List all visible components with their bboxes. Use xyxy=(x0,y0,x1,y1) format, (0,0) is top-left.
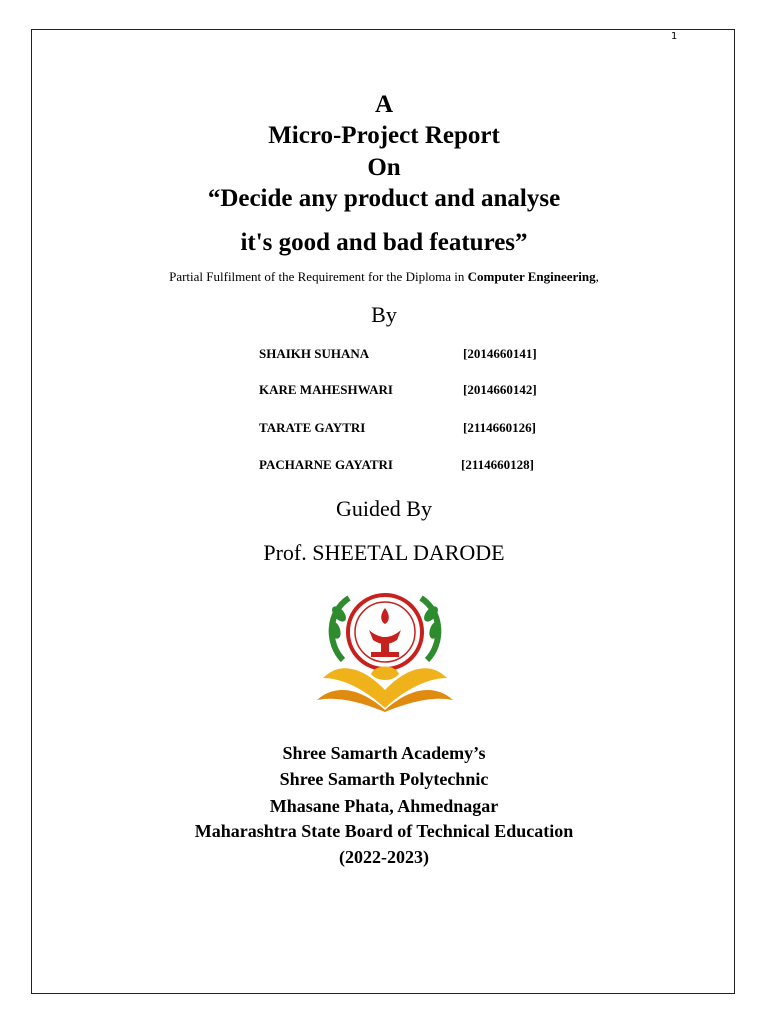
member-id: [2114660128] xyxy=(461,457,534,472)
member-name: KARE MAHESHWARI xyxy=(259,382,393,397)
title-line-report: Micro-Project Report xyxy=(268,122,500,149)
member-name: PACHARNE GAYATRI xyxy=(259,457,393,472)
institution-location: Mhasane Phata, Ahmednagar xyxy=(269,796,499,816)
academic-year: (2022-2023) xyxy=(339,847,429,867)
member-name: SHAIKH SUHANA xyxy=(259,346,370,361)
guide-name: Prof. SHEETAL DARODE xyxy=(263,540,505,565)
title-line-on: On xyxy=(367,154,401,181)
partial-suffix: , xyxy=(595,269,599,284)
guided-by-label: Guided By xyxy=(336,496,432,521)
title-line-topic-1: “Decide any product and analyse xyxy=(207,185,561,212)
member-id: [2114660126] xyxy=(463,420,536,435)
member-id: [2014660141] xyxy=(463,346,537,361)
member-id: [2014660142] xyxy=(463,382,537,397)
title-line-a: A xyxy=(374,91,394,118)
institution-academy: Shree Samarth Academy’s xyxy=(282,743,486,763)
title-line-topic-2: it's good and bad features” xyxy=(240,229,528,256)
partial-fulfilment-text xyxy=(0,269,768,285)
partial-prefix: Partial Fulfilment of the Requirement for the Diploma in xyxy=(169,269,468,284)
logo-ring xyxy=(348,595,422,669)
page-number: 1 xyxy=(671,31,678,42)
institution-board: Maharashtra State Board of Technical Education xyxy=(194,821,574,841)
institution-polytechnic: Shree Samarth Polytechnic xyxy=(279,769,489,789)
by-label: By xyxy=(371,302,397,327)
institute-logo xyxy=(313,582,457,712)
member-name: TARATE GAYTRI xyxy=(259,420,366,435)
partial-field: Computer Engineering xyxy=(467,269,596,284)
